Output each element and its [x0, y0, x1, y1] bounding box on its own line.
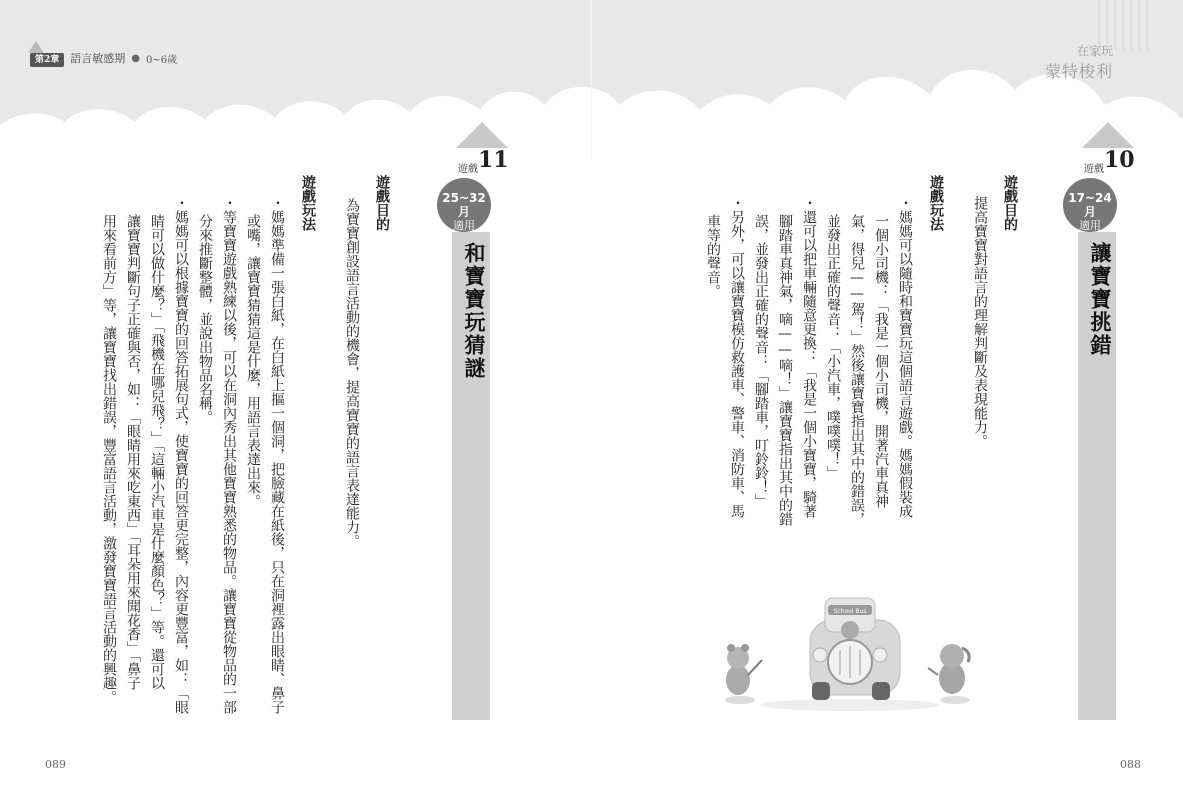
- game-11-method-col-8: 用來看前方」等，讓寶寶找出錯誤，豐富語言活動，激發寶寶語言活動的興趣。: [101, 214, 117, 704]
- game-11-method-col-2: 或嘴，讓寶寶猜猜這是什麼，用語言表達出來。: [245, 214, 261, 508]
- game-10-method-col-1: ・ 媽媽可以隨時和寶寶玩這個語言遊戲。媽媽假裝成: [893, 196, 917, 518]
- book-title-line2: 蒙特梭利: [1044, 62, 1113, 81]
- game-11-purpose-text: 為寶寶創設語言活動的機會，提高寶寶的語言表達能力。: [344, 198, 360, 548]
- game-10-method-col-3: 氣，得兒——駕！」然後讓寶寶指出其中的錯誤，: [849, 214, 865, 526]
- game-11-label: 遊戲: [458, 164, 478, 175]
- game-10-label: 遊戲: [1084, 164, 1104, 175]
- game-11-method-col-3: ・ 等寶寶遊戲熟練以後，可以在洞內秀出其他寶寶熟悉的物品。讓寶寶從物品的一部: [217, 196, 241, 714]
- toy-figure-right: [928, 644, 970, 704]
- game-11-age-range: 25~32月: [442, 191, 486, 219]
- game-10-method-col-8: ・ 另外，可以讓寶寶模仿救護車、警車、消防車、馬: [725, 196, 749, 518]
- chapter-triangle-icon: [28, 41, 44, 53]
- toy-bus-photo: [700, 560, 1000, 720]
- game-10-method-col-7: 誤，並發出正確的聲音：「腳踏車，叮鈴鈴！」: [753, 214, 769, 508]
- game-11-method-col-6: 睛可以做什麼？」「飛機在哪兒飛？」「這輛小汽車是什麼顏色？」等。還可以: [149, 214, 165, 690]
- game-11-triangle: [456, 122, 508, 148]
- bus-sign-text: School Bus: [833, 608, 867, 615]
- toy-figure-left: [725, 644, 762, 704]
- game-10-age-badge: [1063, 178, 1117, 232]
- book-title: [1045, 42, 1113, 82]
- chapter-badge: 第2章: [30, 53, 64, 67]
- game-11-age-suffix: 適用: [453, 219, 475, 232]
- game-10-method-col-9: 車等的聲音。: [705, 214, 721, 298]
- game-10-triangle: [1082, 122, 1134, 148]
- page-number-right: 088: [1120, 758, 1141, 771]
- chapter-age-range: 0~6歲: [146, 54, 178, 66]
- chapter-badge-wrap: [30, 52, 64, 65]
- game-10-method-col-2: 一個小司機：「我是一個小司機，開著汽車真神: [873, 214, 889, 508]
- game-11-title: 和寶寶玩猜謎: [462, 242, 486, 380]
- game-11-method-col-5: ・ 媽媽可以根據寶寶的回答拓展句式，使寶寶的回答更完整，內容更豐富，如：「眼: [169, 196, 193, 714]
- page-number-left: 089: [45, 758, 66, 771]
- game-11-number: 11: [478, 147, 509, 173]
- game-10-method-col-6: 腳踏車真神氣，嘀——嘀！」讓寶寶指出其中的錯: [777, 214, 793, 526]
- bullet-icon: ●: [131, 52, 140, 64]
- game-11-method-col-7: 讓寶寶判斷句子正確與否，如：「眼睛用來吃東西」「耳朵用來聞花香」「鼻子: [125, 214, 141, 690]
- chapter-title: 語言敏感期: [70, 52, 126, 65]
- game-11-method-heading: 遊戲玩法: [300, 175, 316, 231]
- game-11-purpose-heading: 遊戲目的: [374, 175, 390, 231]
- game-10-age-suffix: 適用: [1079, 219, 1101, 232]
- game-10-number: 10: [1104, 147, 1135, 173]
- game-10-method-heading: 遊戲玩法: [928, 175, 944, 231]
- game-11-method-col-4: 分來推斷整體，並說出物品名稱。: [197, 214, 213, 424]
- game-11-age-badge: [437, 178, 491, 232]
- game-10-purpose-text: 提高寶寶對語言的理解判斷及表現能力。: [972, 196, 988, 448]
- toy-bus: [810, 598, 900, 700]
- cloud-header-background: [0, 0, 1183, 160]
- book-title-line1: 在家玩: [1076, 44, 1113, 58]
- game-10-title: 讓寶寶挑錯: [1088, 242, 1112, 357]
- game-10-method-col-4: 並發出正確的聲音：「小汽車，噗噗噗！」: [825, 214, 841, 480]
- game-10-age-range: 17~24月: [1068, 191, 1112, 219]
- game-10-purpose-heading: 遊戲目的: [1002, 175, 1018, 231]
- game-11-method-col-1: ・ 媽媽準備一張白紙，在白紙上摳一個洞，把臉藏在紙後，只在洞裡露出眼睛、鼻子: [265, 196, 289, 714]
- game-10-method-col-5: ・ 還可以把車輛隨意更換：「我是一個小寶寶，騎著: [797, 196, 821, 518]
- chapter-header: [30, 50, 177, 66]
